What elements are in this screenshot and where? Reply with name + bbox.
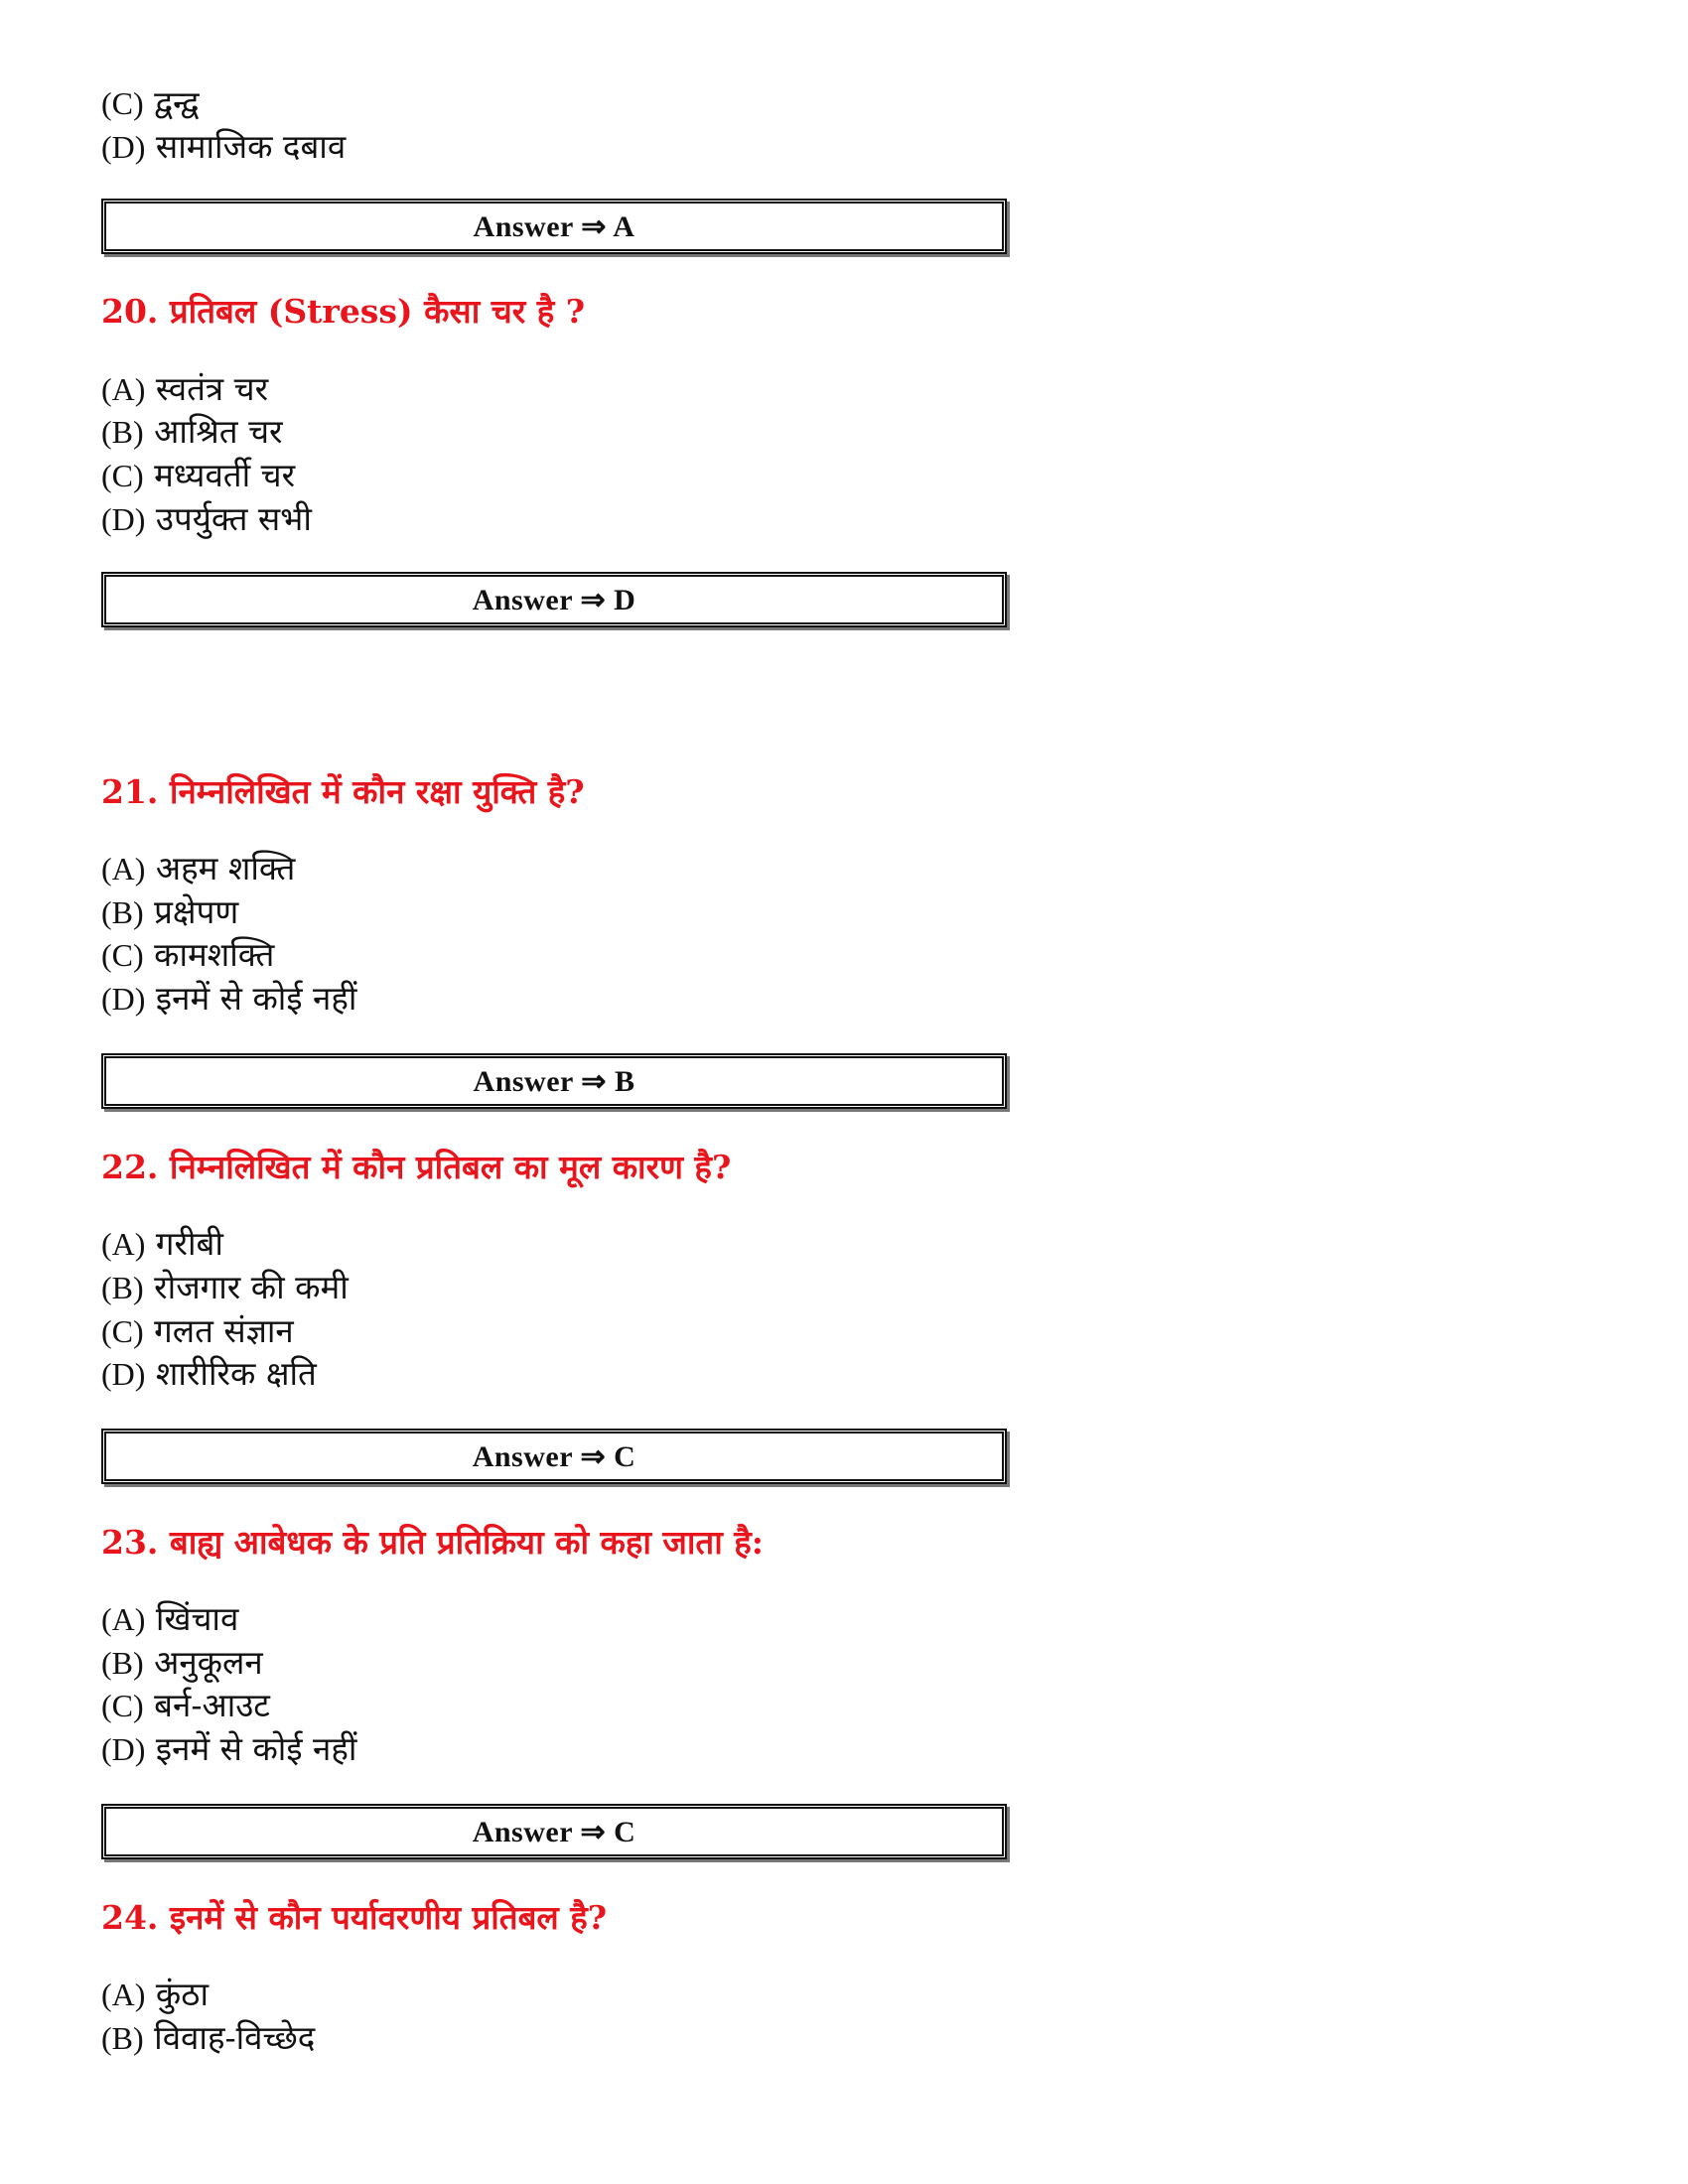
question-21: 21. निम्नलिखित में कौन रक्षा युक्ति है? [101, 772, 585, 811]
option-label: (C) [101, 1688, 144, 1723]
option-label: (D) [101, 129, 146, 165]
option-text: कुंठा [155, 1975, 209, 2013]
option-b [101, 410, 283, 454]
option-text: विवाह-विच्छेद [154, 2018, 316, 2057]
option-label: (D) [101, 981, 146, 1017]
option-text: इनमें से कोई नहीं [155, 979, 357, 1018]
option-text: इनमें से कोई नहीं [155, 1729, 357, 1768]
option-text: रोजगार की कमी [154, 1268, 349, 1306]
option-c [101, 454, 295, 497]
option-a [101, 1222, 223, 1266]
option-label: (A) [101, 1601, 146, 1637]
option-label: (C) [101, 937, 144, 973]
option-label: (D) [101, 501, 146, 537]
option-d [101, 977, 356, 1021]
answer-box: Answer ⇒ A [101, 199, 1007, 254]
option-label: (A) [101, 851, 146, 887]
question-20: 20. प्रतिबल (Stress) कैसा चर है ? [101, 292, 586, 331]
answer-box: Answer ⇒ B [101, 1053, 1007, 1109]
option-text: सामाजिक दबाव [155, 127, 347, 166]
option-text: कामशक्ति [154, 935, 275, 974]
option-text: प्रक्षेपण [154, 892, 239, 931]
option-label: (B) [101, 1270, 144, 1305]
option-text: गरीबी [155, 1224, 223, 1263]
option-label: (C) [101, 85, 144, 121]
option-label: (C) [101, 458, 144, 493]
option-c [101, 933, 274, 977]
option-d [101, 1727, 356, 1771]
answer-box: Answer ⇒ C [101, 1429, 1007, 1484]
option-label: (B) [101, 414, 144, 450]
question-22: 22. निम्नलिखित में कौन प्रतिबल का मूल कारण है? [101, 1148, 732, 1186]
option-label: (A) [101, 371, 146, 407]
option-label: (D) [101, 1731, 146, 1767]
option-text: अहम शक्ति [155, 849, 296, 887]
option-text: अनुकूलन [154, 1643, 263, 1682]
option-label: (B) [101, 894, 144, 930]
option-d [101, 497, 312, 541]
option-d [101, 125, 346, 169]
option-a [101, 367, 268, 411]
option-b [101, 1266, 349, 1309]
option-text: आश्रित चर [154, 412, 283, 451]
option-d [101, 1352, 317, 1396]
answer-box: Answer ⇒ C [101, 1804, 1007, 1859]
option-text: मध्यवर्ती चर [154, 456, 296, 494]
option-a [101, 847, 295, 890]
option-c [101, 81, 199, 125]
option-text: द्वन्द्व [154, 83, 200, 122]
option-b [101, 890, 238, 934]
question-24: 24. इनमें से कौन पर्यावरणीय प्रतिबल है? [101, 1898, 608, 1937]
option-label: (B) [101, 1645, 144, 1681]
option-b [101, 1641, 263, 1685]
option-label: (C) [101, 1313, 144, 1349]
option-label: (A) [101, 1977, 146, 2012]
answer-box: Answer ⇒ D [101, 572, 1007, 627]
option-a [101, 1597, 238, 1641]
option-a [101, 1973, 209, 2016]
option-text: खिंचाव [155, 1599, 239, 1638]
option-label: (B) [101, 2020, 144, 2056]
question-23: 23. बाह्य आबेधक के प्रति प्रतिक्रिया को कहा जाता है: [101, 1523, 764, 1562]
option-label: (A) [101, 1226, 146, 1262]
option-text: गलत संज्ञान [154, 1311, 294, 1350]
option-c [101, 1684, 270, 1727]
option-text: बर्न-आउट [154, 1686, 270, 1724]
option-text: शारीरिक क्षति [155, 1354, 317, 1393]
option-b [101, 2016, 315, 2060]
option-text: स्वतंत्र चर [155, 369, 269, 408]
option-label: (D) [101, 1356, 146, 1392]
option-c [101, 1309, 294, 1353]
option-text: उपर्युक्त सभी [155, 499, 312, 538]
